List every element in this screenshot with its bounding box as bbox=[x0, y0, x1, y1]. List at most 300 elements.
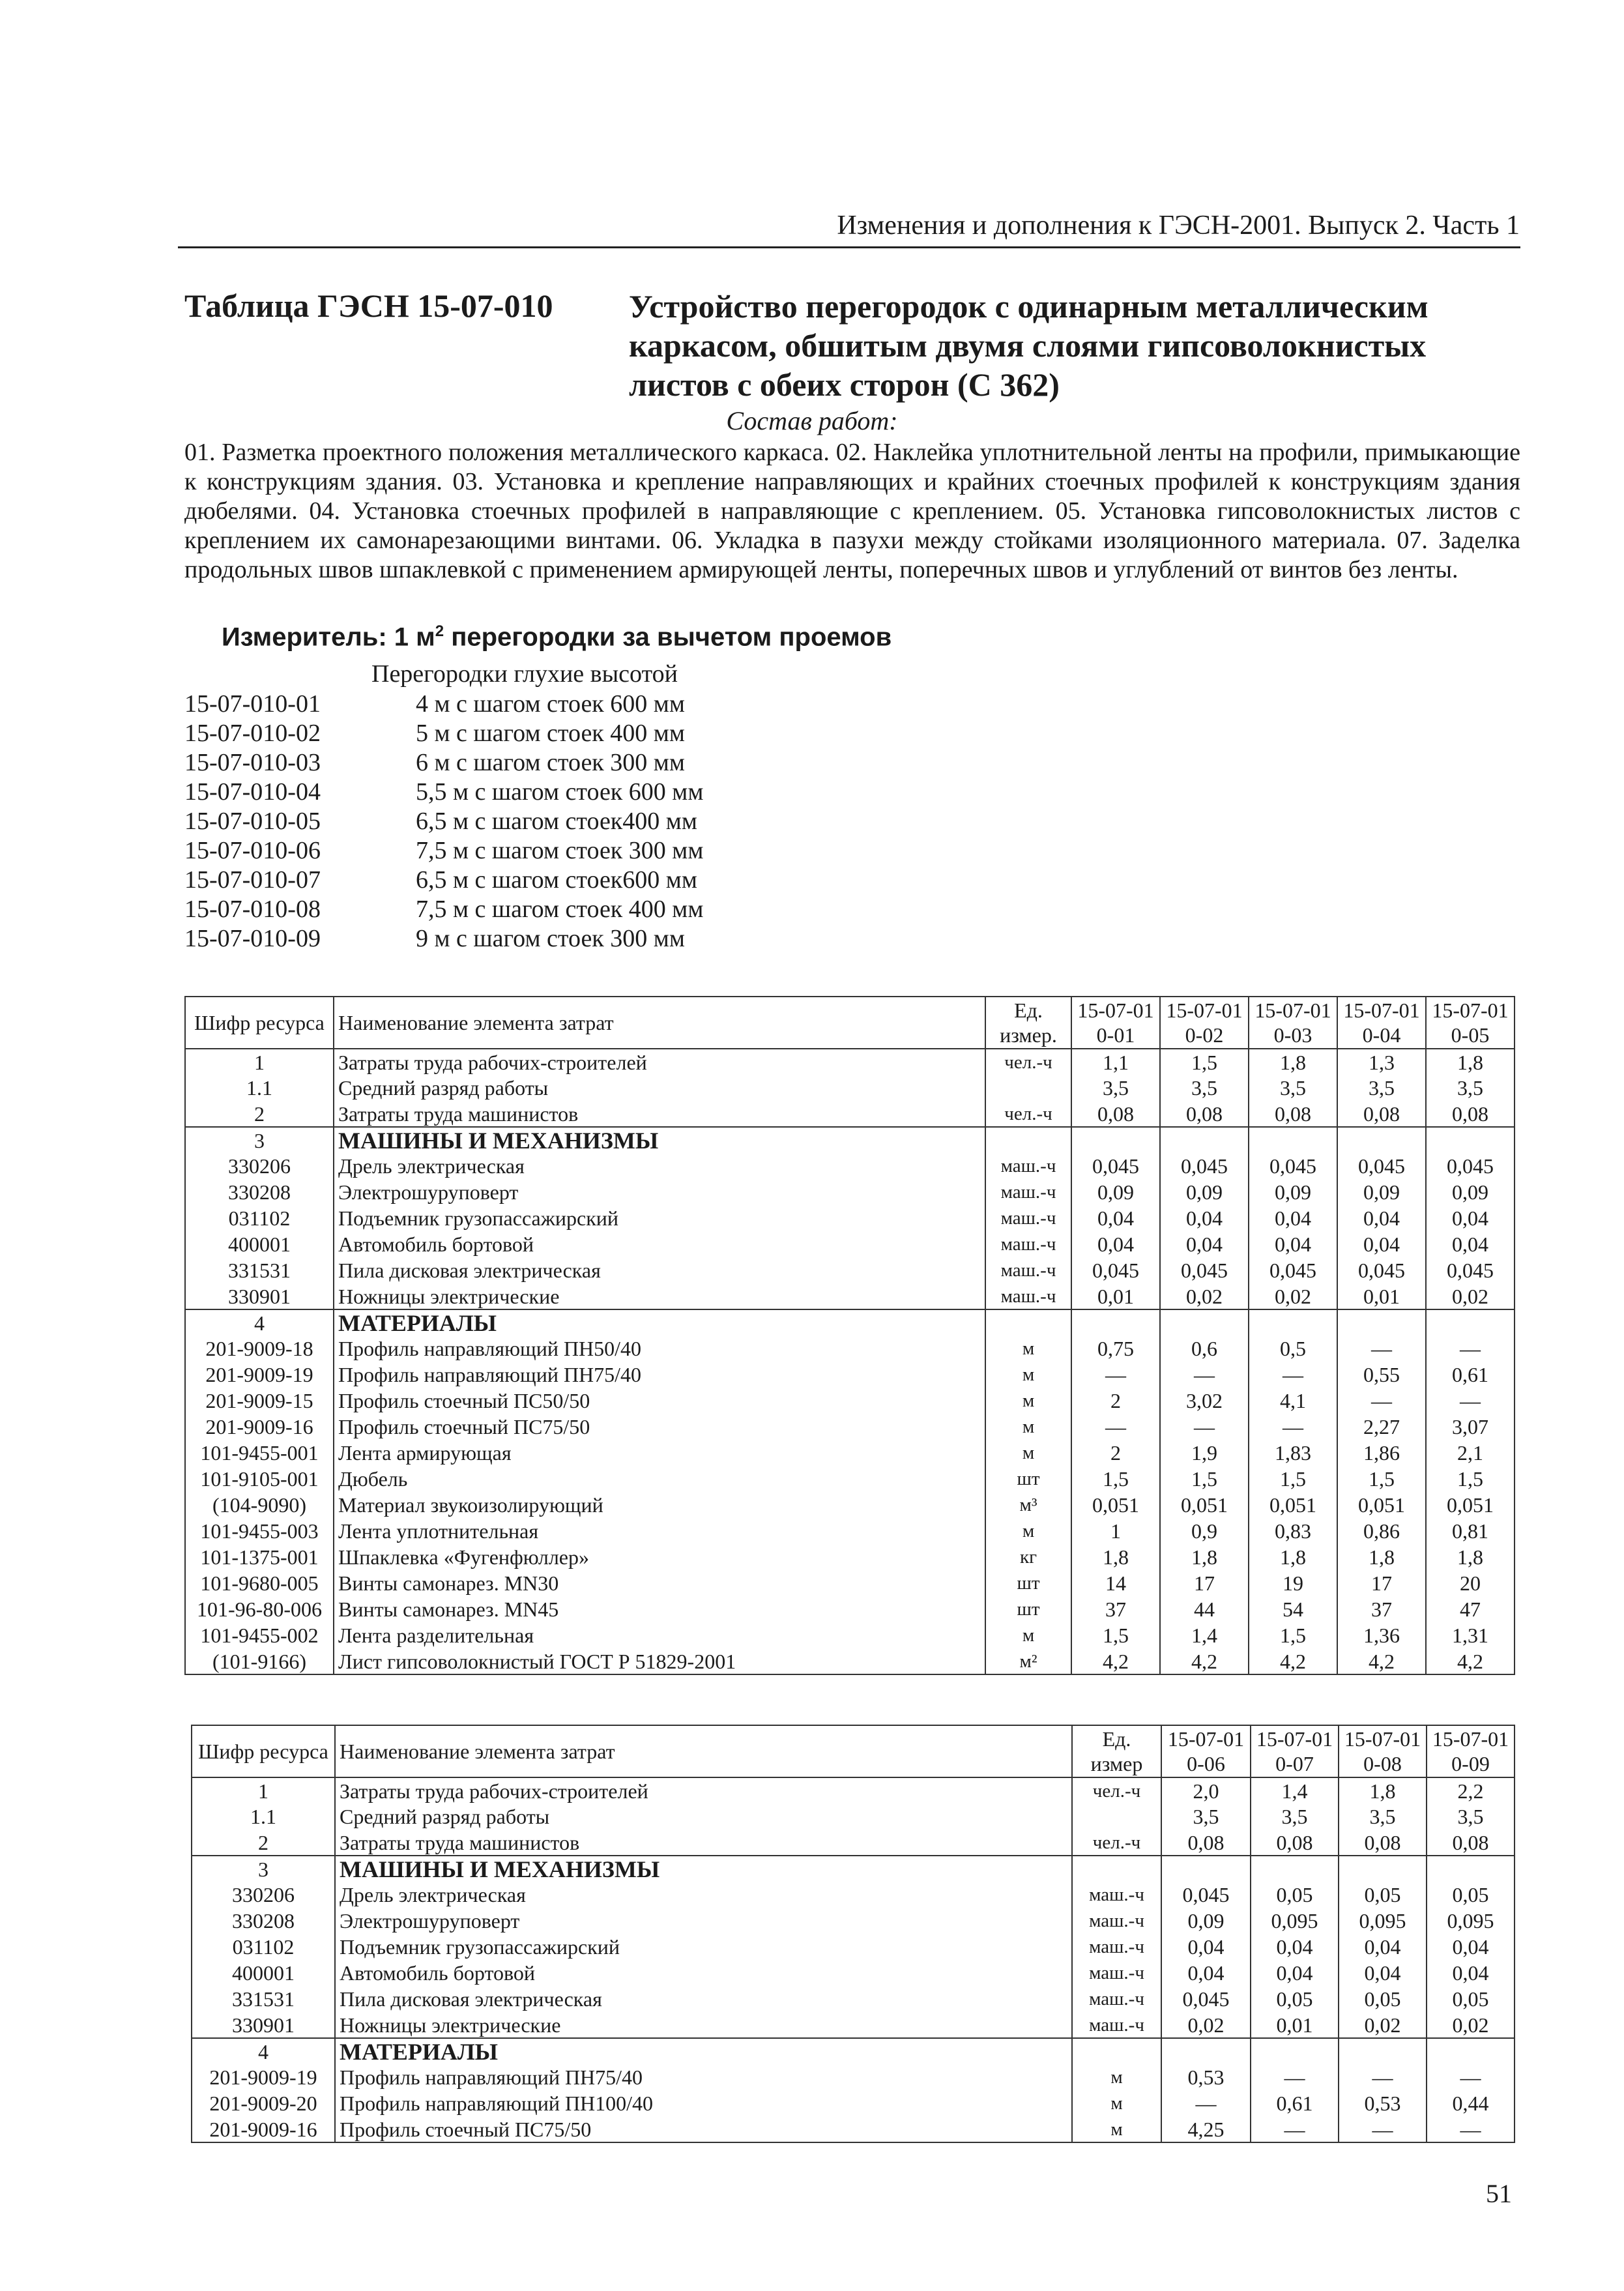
cell-value: 1,5 bbox=[1071, 1622, 1160, 1648]
cost-element-name: Подъемник грузопассажирский bbox=[334, 1205, 985, 1231]
unit: шт bbox=[985, 1596, 1071, 1622]
cost-element-name: Профиль направляющий ПН100/40 bbox=[335, 2090, 1072, 2116]
cell-value: 0,04 bbox=[1426, 1231, 1515, 1257]
cell-value: 4,2 bbox=[1071, 1648, 1160, 1674]
cell-value: 0,045 bbox=[1071, 1153, 1160, 1179]
cell-value: 3,5 bbox=[1337, 1075, 1426, 1101]
table-row bbox=[185, 1596, 1515, 1622]
table-row bbox=[185, 1544, 1515, 1570]
header-row bbox=[185, 997, 1515, 1049]
cell-value bbox=[1161, 1856, 1251, 1882]
cell-value: 3,5 bbox=[1161, 1803, 1251, 1830]
table-row bbox=[185, 1283, 1515, 1309]
unit: чел.-ч bbox=[985, 1049, 1071, 1075]
cell-value: 0,09 bbox=[1426, 1179, 1515, 1205]
variant-row bbox=[184, 866, 836, 894]
cell-value bbox=[1339, 1856, 1427, 1882]
cell-value: 0,045 bbox=[1071, 1257, 1160, 1283]
cell-value: 2 bbox=[1071, 1440, 1160, 1466]
cell-value: 1,31 bbox=[1426, 1622, 1515, 1648]
running-head: Изменения и дополнения к ГЭСН-2001. Выпуск 2. Часть 1 bbox=[837, 211, 1520, 241]
unit: маш.-ч bbox=[1072, 1986, 1161, 2012]
cell-value: 0,08 bbox=[1251, 1830, 1339, 1856]
table-row bbox=[192, 2012, 1515, 2038]
unit bbox=[985, 1309, 1071, 1335]
cell-value: 2,0 bbox=[1161, 1777, 1251, 1803]
cell-value: — bbox=[1249, 1362, 1337, 1388]
cost-element-name: Ножницы электрические bbox=[334, 1283, 985, 1309]
cost-element-name: МАШИНЫ И МЕХАНИЗМЫ bbox=[335, 1856, 1072, 1882]
cell-value: 14 bbox=[1071, 1570, 1160, 1596]
header-variant: 15-07-010-07 bbox=[1251, 1725, 1339, 1777]
cell-value: 0,08 bbox=[1427, 1830, 1515, 1856]
cell-value: 0,04 bbox=[1160, 1205, 1249, 1231]
unit: чел.-ч bbox=[1072, 1830, 1161, 1856]
header-variant: 15-07-010-04 bbox=[1337, 997, 1426, 1049]
cost-element-name: Дрель электрическая bbox=[335, 1882, 1072, 1908]
cell-value: 19 bbox=[1249, 1570, 1337, 1596]
variant-row bbox=[184, 924, 836, 953]
cell-value: — bbox=[1251, 2064, 1339, 2090]
cell-value: 0,045 bbox=[1161, 1986, 1251, 2012]
cell-value: 0,095 bbox=[1339, 1908, 1427, 1934]
resource-code: 331531 bbox=[185, 1257, 334, 1283]
cell-value: 1,5 bbox=[1426, 1466, 1515, 1492]
unit: маш.-ч bbox=[1072, 1934, 1161, 1960]
table-row bbox=[185, 1518, 1515, 1544]
cost-element-name: Материал звукоизолирующий bbox=[334, 1492, 985, 1518]
resource-code: 4 bbox=[185, 1309, 334, 1335]
cell-value: 0,045 bbox=[1160, 1257, 1249, 1283]
header-variant: 15-07-010-01 bbox=[1071, 997, 1160, 1049]
table-row bbox=[185, 1101, 1515, 1127]
resource-code: 330208 bbox=[185, 1179, 334, 1205]
cell-value: 0,9 bbox=[1160, 1518, 1249, 1544]
table-title: Устройство перегородок с одинарным металлическим каркасом, обшитым двумя слоями гипсоволокнистых листов с обеих сторон (С 362) bbox=[629, 288, 1428, 403]
variant-label: 4 м с шагом стоек 600 мм bbox=[416, 690, 685, 718]
cell-value: 20 bbox=[1426, 1570, 1515, 1596]
work-description: 01. Разметка проектного положения металлического каркаса. 02. Наклейка уплотнительной ленты на профили, примыкающие к конструкциям здания. 03. Установка и крепление направляющих и крайних стоечных профилей к конструкциям здания дюбелями. 04. Установка стоечных профилей в направляющие с креплением. 05. Установка гипсоволокнистых листов с креплением их самонарезающими винтами. 06. Укладка в пазухи между стойками изоляционного материала. 07. Заделка продольных швов шпаклевкой с применением армирующей ленты, поперечных швов и углублений от винтов без ленты. bbox=[184, 439, 1520, 583]
unit: маш.-ч bbox=[985, 1231, 1071, 1257]
cell-value: — bbox=[1339, 2116, 1427, 2142]
header-variant: 15-07-010-06 bbox=[1161, 1725, 1251, 1777]
variant-code: 15-07-010-07 bbox=[184, 866, 321, 894]
cell-value: 0,04 bbox=[1071, 1205, 1160, 1231]
cell-value: 1,83 bbox=[1249, 1440, 1337, 1466]
unit: маш.-ч bbox=[1072, 1882, 1161, 1908]
resource-code: 330901 bbox=[185, 1283, 334, 1309]
variant-row bbox=[184, 748, 836, 777]
cell-value: 1 bbox=[1071, 1518, 1160, 1544]
table-row bbox=[185, 1231, 1515, 1257]
unit: шт bbox=[985, 1466, 1071, 1492]
resource-code: 330208 bbox=[192, 1908, 335, 1934]
resource-code: (104-9090) bbox=[185, 1492, 334, 1518]
cell-value bbox=[1160, 1309, 1249, 1335]
cell-value: 0,04 bbox=[1160, 1231, 1249, 1257]
section-row bbox=[192, 2038, 1515, 2064]
cell-value: 4,2 bbox=[1160, 1648, 1249, 1674]
meter-suffix: перегородки за вычетом проемов bbox=[444, 622, 892, 652]
cell-value: 1,4 bbox=[1251, 1777, 1339, 1803]
cell-value: 0,045 bbox=[1426, 1153, 1515, 1179]
cost-element-name: Пила дисковая электрическая bbox=[335, 1986, 1072, 2012]
unit: м bbox=[985, 1335, 1071, 1362]
table-row bbox=[185, 1153, 1515, 1179]
cell-value: 1,8 bbox=[1339, 1777, 1427, 1803]
cell-value bbox=[1426, 1309, 1515, 1335]
cell-value: 0,045 bbox=[1337, 1257, 1426, 1283]
resource-code: 201-9009-19 bbox=[185, 1362, 334, 1388]
cost-element-name: Профиль направляющий ПН75/40 bbox=[335, 2064, 1072, 2090]
cell-value: 0,53 bbox=[1339, 2090, 1427, 2116]
cell-value: 0,44 bbox=[1427, 2090, 1515, 2116]
cost-element-name: Подъемник грузопассажирский bbox=[335, 1934, 1072, 1960]
header-unit: Ед. измер bbox=[1072, 1725, 1161, 1777]
cell-value: 1,8 bbox=[1249, 1049, 1337, 1075]
resource-code: 031102 bbox=[192, 1934, 335, 1960]
section-row bbox=[185, 1127, 1515, 1153]
cell-value: 47 bbox=[1426, 1596, 1515, 1622]
cost-element-name: Лента армирующая bbox=[334, 1440, 985, 1466]
unit: маш.-ч bbox=[985, 1283, 1071, 1309]
cell-value: 0,04 bbox=[1249, 1205, 1337, 1231]
cell-value: 2,1 bbox=[1426, 1440, 1515, 1466]
cell-value: 0,095 bbox=[1251, 1908, 1339, 1934]
resource-code: 201-9009-19 bbox=[192, 2064, 335, 2090]
variant-label: 6,5 м с шагом стоек600 мм bbox=[416, 866, 697, 894]
cell-value: — bbox=[1337, 1388, 1426, 1414]
cell-value: 4,2 bbox=[1249, 1648, 1337, 1674]
variant-code: 15-07-010-06 bbox=[184, 837, 321, 864]
resource-code: 201-9009-16 bbox=[192, 2116, 335, 2142]
unit: м bbox=[985, 1362, 1071, 1388]
cell-value bbox=[1427, 1856, 1515, 1882]
cell-value: 0,09 bbox=[1249, 1179, 1337, 1205]
variant-label: 5,5 м с шагом стоек 600 мм bbox=[416, 778, 704, 806]
cost-element-name: Дюбель bbox=[334, 1466, 985, 1492]
unit: маш.-ч bbox=[985, 1257, 1071, 1283]
table-row bbox=[192, 1934, 1515, 1960]
cell-value: 0,045 bbox=[1426, 1257, 1515, 1283]
cell-value: 0,05 bbox=[1339, 1882, 1427, 1908]
cell-value: 0,04 bbox=[1337, 1205, 1426, 1231]
cell-value: 0,04 bbox=[1251, 1960, 1339, 1986]
cell-value: 1,3 bbox=[1337, 1049, 1426, 1075]
table-row bbox=[192, 2064, 1515, 2090]
resource-code: 330206 bbox=[192, 1882, 335, 1908]
cell-value: 0,02 bbox=[1427, 2012, 1515, 2038]
cell-value: 44 bbox=[1160, 1596, 1249, 1622]
cell-value: 0,02 bbox=[1249, 1283, 1337, 1309]
cell-value: 0,04 bbox=[1251, 1934, 1339, 1960]
cell-value bbox=[1339, 2038, 1427, 2064]
cell-value: 0,051 bbox=[1426, 1492, 1515, 1518]
header-variant: 15-07-010-03 bbox=[1249, 997, 1337, 1049]
cell-value bbox=[1337, 1309, 1426, 1335]
work-heading: Состав работ: bbox=[726, 406, 898, 435]
cell-value: 3,5 bbox=[1426, 1075, 1515, 1101]
cell-value: 0,045 bbox=[1160, 1153, 1249, 1179]
cell-value: 0,02 bbox=[1160, 1283, 1249, 1309]
header-variant: 15-07-010-09 bbox=[1427, 1725, 1515, 1777]
cost-element-name: Профиль стоечный ПС50/50 bbox=[334, 1388, 985, 1414]
resource-code: 1.1 bbox=[192, 1803, 335, 1830]
meter-sup: 2 bbox=[435, 622, 444, 640]
cell-value: 0,04 bbox=[1071, 1231, 1160, 1257]
cell-value: 0,09 bbox=[1161, 1908, 1251, 1934]
resource-code: 1 bbox=[192, 1777, 335, 1803]
header-name: Наименование элемента затрат bbox=[335, 1725, 1072, 1777]
variant-row bbox=[184, 719, 836, 748]
cost-element-name: Автомобиль бортовой bbox=[334, 1231, 985, 1257]
cost-element-name: Шпаклевка «Фугенфюллер» bbox=[334, 1544, 985, 1570]
resource-code: 101-9455-001 bbox=[185, 1440, 334, 1466]
cell-value: 0,01 bbox=[1337, 1283, 1426, 1309]
resource-code: 3 bbox=[185, 1127, 334, 1153]
cell-value: 2,27 bbox=[1337, 1414, 1426, 1440]
cell-value: 1,5 bbox=[1249, 1622, 1337, 1648]
cell-value: 4,2 bbox=[1337, 1648, 1426, 1674]
resource-code: 101-96-80-006 bbox=[185, 1596, 334, 1622]
cell-value: 0,55 bbox=[1337, 1362, 1426, 1388]
cell-value: — bbox=[1337, 1335, 1426, 1362]
variant-row bbox=[184, 778, 836, 806]
cell-value: 54 bbox=[1249, 1596, 1337, 1622]
cell-value: 0,09 bbox=[1160, 1179, 1249, 1205]
table-row bbox=[185, 1257, 1515, 1283]
cell-value: 1,5 bbox=[1160, 1466, 1249, 1492]
variant-row bbox=[184, 895, 836, 924]
variant-code: 15-07-010-03 bbox=[184, 749, 321, 776]
cell-value: 0,04 bbox=[1161, 1934, 1251, 1960]
variant-label: 7,5 м с шагом стоек 400 мм bbox=[416, 896, 704, 923]
resource-code: 400001 bbox=[185, 1231, 334, 1257]
cell-value: 0,045 bbox=[1249, 1257, 1337, 1283]
cell-value: 0,04 bbox=[1249, 1231, 1337, 1257]
resource-code: 4 bbox=[192, 2038, 335, 2064]
resource-code: 3 bbox=[192, 1856, 335, 1882]
cell-value: 2,2 bbox=[1427, 1777, 1515, 1803]
table-row bbox=[192, 1803, 1515, 1830]
header-code: Шифр ресурса bbox=[185, 997, 334, 1049]
cost-element-name: Профиль направляющий ПН50/40 bbox=[334, 1335, 985, 1362]
cell-value: 0,045 bbox=[1337, 1153, 1426, 1179]
cell-value: 1,8 bbox=[1426, 1544, 1515, 1570]
table-row bbox=[185, 1179, 1515, 1205]
cell-value: 2 bbox=[1071, 1388, 1160, 1414]
table-label: Таблица ГЭСН 15-07-010 bbox=[184, 287, 553, 324]
table-row bbox=[185, 1440, 1515, 1466]
cell-value: 1,86 bbox=[1337, 1440, 1426, 1466]
header-variant: 15-07-010-05 bbox=[1426, 997, 1515, 1049]
cost-element-name: Автомобиль бортовой bbox=[335, 1960, 1072, 1986]
cell-value: — bbox=[1251, 2116, 1339, 2142]
cell-value bbox=[1071, 1309, 1160, 1335]
cell-value: 0,051 bbox=[1160, 1492, 1249, 1518]
cell-value: 0,08 bbox=[1426, 1101, 1515, 1127]
cell-value: 0,86 bbox=[1337, 1518, 1426, 1544]
cell-value: 0,05 bbox=[1427, 1986, 1515, 2012]
cost-element-name: Пила дисковая электрическая bbox=[334, 1257, 985, 1283]
table-row bbox=[192, 1777, 1515, 1803]
cell-value: 0,09 bbox=[1071, 1179, 1160, 1205]
unit: маш.-ч bbox=[985, 1205, 1071, 1231]
resource-code: 201-9009-18 bbox=[185, 1335, 334, 1362]
cell-value: 0,61 bbox=[1251, 2090, 1339, 2116]
cell-value: 0,045 bbox=[1249, 1153, 1337, 1179]
section-row bbox=[185, 1309, 1515, 1335]
cell-value: 1,5 bbox=[1071, 1466, 1160, 1492]
cell-value: 0,09 bbox=[1337, 1179, 1426, 1205]
variants-heading: Перегородки глухие высотой bbox=[371, 660, 678, 688]
cell-value: 0,83 bbox=[1249, 1518, 1337, 1544]
cell-value: 3,07 bbox=[1426, 1414, 1515, 1440]
cell-value: 3,5 bbox=[1249, 1075, 1337, 1101]
cost-element-name: Средний разряд работы bbox=[335, 1803, 1072, 1830]
resource-code: (101-9166) bbox=[185, 1648, 334, 1674]
cell-value: 0,02 bbox=[1161, 2012, 1251, 2038]
cell-value: 0,05 bbox=[1251, 1986, 1339, 2012]
table-row bbox=[185, 1414, 1515, 1440]
meter-line bbox=[222, 622, 892, 652]
cost-element-name: Винты самонарез. MN30 bbox=[334, 1570, 985, 1596]
cell-value: 4,2 bbox=[1426, 1648, 1515, 1674]
cost-element-name: Электрошуруповерт bbox=[334, 1179, 985, 1205]
unit bbox=[985, 1075, 1071, 1101]
cell-value: 0,051 bbox=[1071, 1492, 1160, 1518]
table-row bbox=[185, 1570, 1515, 1596]
table-row bbox=[185, 1466, 1515, 1492]
cell-value: 37 bbox=[1071, 1596, 1160, 1622]
resource-code: 101-9105-001 bbox=[185, 1466, 334, 1492]
variant-code: 15-07-010-02 bbox=[184, 720, 321, 747]
cell-value: 0,81 bbox=[1426, 1518, 1515, 1544]
unit: м bbox=[1072, 2064, 1161, 2090]
cell-value: 0,04 bbox=[1337, 1231, 1426, 1257]
cost-element-name: Дрель электрическая bbox=[334, 1153, 985, 1179]
cell-value: 0,08 bbox=[1337, 1101, 1426, 1127]
variant-label: 7,5 м с шагом стоек 300 мм bbox=[416, 837, 704, 864]
cell-value: 0,04 bbox=[1339, 1960, 1427, 1986]
cell-value: 17 bbox=[1160, 1570, 1249, 1596]
cell-value bbox=[1427, 2038, 1515, 2064]
cell-value: 0,08 bbox=[1339, 1830, 1427, 1856]
cost-element-name: Ножницы электрические bbox=[335, 2012, 1072, 2038]
resource-code: 1.1 bbox=[185, 1075, 334, 1101]
variant-label: 5 м с шагом стоек 400 мм bbox=[416, 720, 685, 747]
resource-code: 400001 bbox=[192, 1960, 335, 1986]
cell-value: 0,61 bbox=[1426, 1362, 1515, 1388]
unit: м bbox=[1072, 2090, 1161, 2116]
unit: м² bbox=[985, 1648, 1071, 1674]
table-row bbox=[185, 1205, 1515, 1231]
resource-code: 330901 bbox=[192, 2012, 335, 2038]
unit: чел.-ч bbox=[1072, 1777, 1161, 1803]
cell-value: 0,02 bbox=[1426, 1283, 1515, 1309]
cell-value: 0,08 bbox=[1249, 1101, 1337, 1127]
cell-value: — bbox=[1427, 2116, 1515, 2142]
cell-value: 1,5 bbox=[1160, 1049, 1249, 1075]
unit bbox=[1072, 2038, 1161, 2064]
table-row bbox=[185, 1492, 1515, 1518]
cost-element-name: Электрошуруповерт bbox=[335, 1908, 1072, 1934]
cost-element-name: МАШИНЫ И МЕХАНИЗМЫ bbox=[334, 1127, 985, 1153]
header-unit: Ед. измер. bbox=[985, 997, 1071, 1049]
cell-value: 3,5 bbox=[1339, 1803, 1427, 1830]
unit: кг bbox=[985, 1544, 1071, 1570]
cell-value: 1,8 bbox=[1337, 1544, 1426, 1570]
cell-value bbox=[1251, 2038, 1339, 2064]
cell-value: 0,5 bbox=[1249, 1335, 1337, 1362]
table-row bbox=[192, 2116, 1515, 2142]
table-row bbox=[185, 1388, 1515, 1414]
resource-code: 101-1375-001 bbox=[185, 1544, 334, 1570]
table-row bbox=[185, 1362, 1515, 1388]
cost-element-name: МАТЕРИАЛЫ bbox=[335, 2038, 1072, 2064]
cell-value: 0,05 bbox=[1251, 1882, 1339, 1908]
cell-value: 0,04 bbox=[1426, 1205, 1515, 1231]
resource-code: 101-9680-005 bbox=[185, 1570, 334, 1596]
cell-value bbox=[1161, 2038, 1251, 2064]
header-code: Шифр ресурса bbox=[192, 1725, 335, 1777]
cell-value: 0,095 bbox=[1427, 1908, 1515, 1934]
cell-value: 1,8 bbox=[1160, 1544, 1249, 1570]
resource-code: 2 bbox=[185, 1101, 334, 1127]
cell-value: — bbox=[1160, 1362, 1249, 1388]
table-row bbox=[192, 1960, 1515, 1986]
cell-value: — bbox=[1426, 1388, 1515, 1414]
cell-value: — bbox=[1071, 1414, 1160, 1440]
unit: шт bbox=[985, 1570, 1071, 1596]
page-number: 51 bbox=[1486, 2179, 1512, 2208]
unit: чел.-ч bbox=[985, 1101, 1071, 1127]
table-row bbox=[192, 1986, 1515, 2012]
variant-code: 15-07-010-04 bbox=[184, 778, 321, 806]
cell-value: 0,04 bbox=[1427, 1934, 1515, 1960]
unit: маш.-ч bbox=[985, 1153, 1071, 1179]
cell-value: 0,08 bbox=[1071, 1101, 1160, 1127]
cell-value bbox=[1426, 1127, 1515, 1153]
cost-element-name: Затраты труда рабочих-строителей bbox=[334, 1049, 985, 1075]
table-row bbox=[192, 1882, 1515, 1908]
table-row bbox=[185, 1075, 1515, 1101]
cell-value: 0,051 bbox=[1337, 1492, 1426, 1518]
header-variant: 15-07-010-08 bbox=[1339, 1725, 1427, 1777]
cell-value: 0,75 bbox=[1071, 1335, 1160, 1362]
cost-element-name: Профиль направляющий ПН75/40 bbox=[334, 1362, 985, 1388]
cell-value: 1,9 bbox=[1160, 1440, 1249, 1466]
cost-element-name: Профиль стоечный ПС75/50 bbox=[334, 1414, 985, 1440]
cell-value: — bbox=[1427, 2064, 1515, 2090]
cell-value bbox=[1251, 1856, 1339, 1882]
table-row bbox=[192, 1830, 1515, 1856]
unit: м bbox=[985, 1518, 1071, 1544]
resource-code: 331531 bbox=[192, 1986, 335, 2012]
variant-code: 15-07-010-05 bbox=[184, 808, 321, 835]
resource-code: 201-9009-20 bbox=[192, 2090, 335, 2116]
cell-value: 3,02 bbox=[1160, 1388, 1249, 1414]
unit: маш.-ч bbox=[1072, 1960, 1161, 1986]
table-row bbox=[192, 2090, 1515, 2116]
cell-value: 1,8 bbox=[1071, 1544, 1160, 1570]
unit bbox=[1072, 1856, 1161, 1882]
header-variant: 15-07-010-02 bbox=[1160, 997, 1249, 1049]
cell-value: — bbox=[1426, 1335, 1515, 1362]
variant-code: 15-07-010-08 bbox=[184, 896, 321, 923]
table-row bbox=[185, 1335, 1515, 1362]
table-row bbox=[185, 1622, 1515, 1648]
